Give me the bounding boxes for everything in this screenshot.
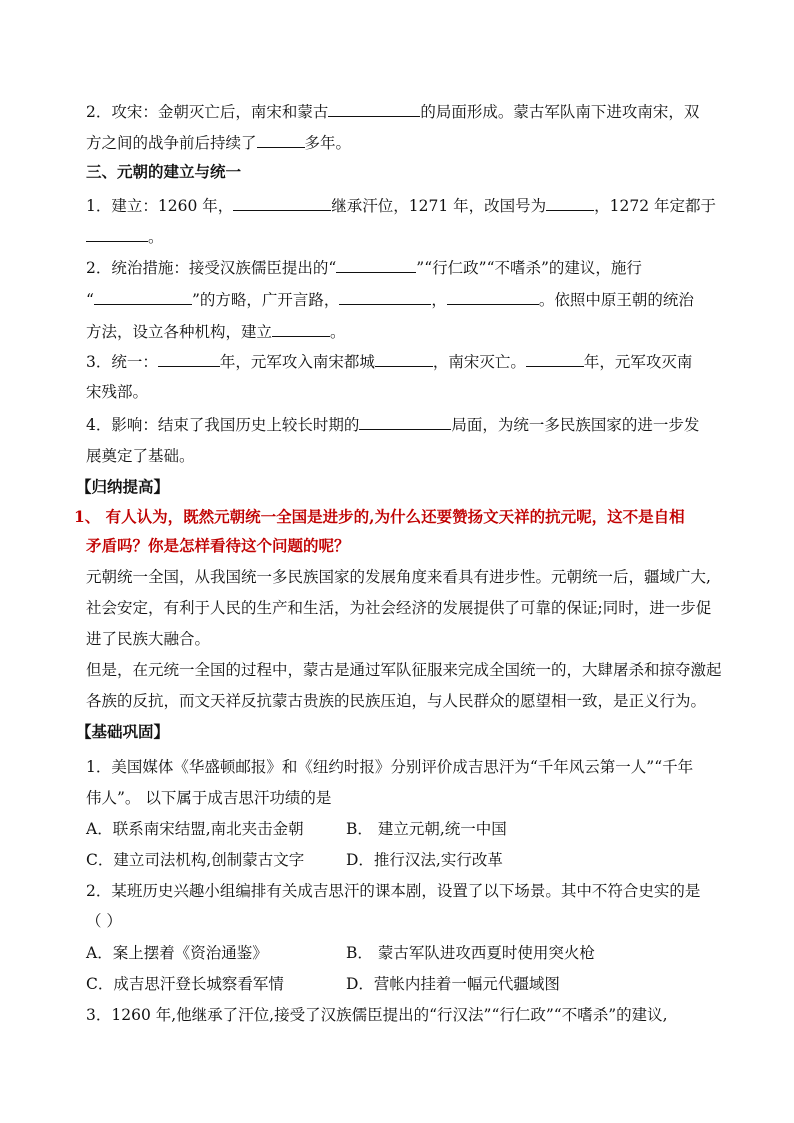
q2-options-row2: [86, 973, 726, 995]
text: 年，元军攻灭南: [583, 353, 693, 371]
text: ”的方略，广开言路，: [191, 291, 340, 309]
text: 多年。: [304, 134, 352, 152]
fill-blank[interactable]: [359, 413, 451, 430]
text: 年，元军攻入南宋都城: [219, 353, 375, 371]
item3-line1: [86, 350, 726, 373]
option-b[interactable]: B． 建立元朝,统一中国: [346, 820, 507, 838]
text: 2．统治措施：接受汉族儒臣提出的“: [86, 259, 337, 277]
fill-blank[interactable]: [94, 288, 192, 305]
q2-line1: 2．某班历史兴趣小组编排有关成吉思汗的课本剧，设置了以下场景。其中不符合史实的是: [86, 882, 701, 900]
answer-line3: 进了民族大融合。: [86, 630, 211, 648]
answer-line1: 元朝统一全国，从我国统一多民族国家的发展角度来看具有进步性。元朝统一后，疆域广大,: [86, 568, 711, 586]
answer-line5: 各族的反抗，而文天祥反抗蒙古贵族的民族压迫，与人民群众的愿望相一致，是正义行为。: [86, 692, 707, 710]
section2-line1: [86, 100, 726, 123]
item1-line2: [86, 225, 726, 248]
text: 的局面形成。蒙古军队南下进攻南宋，双: [420, 103, 700, 121]
question-line2: 矛盾吗？你是怎样看待这个问题的呢？: [86, 536, 350, 555]
fill-blank[interactable]: [328, 100, 420, 117]
item2-line2: [86, 288, 726, 311]
text: “: [86, 291, 94, 309]
option-c[interactable]: C．成吉思汗登长城察看军情: [86, 975, 284, 993]
text: 4．影响：结束了我国历史上较长时期的: [86, 416, 360, 434]
text: 2．攻宋：金朝灭亡后，南宋和蒙古: [86, 103, 329, 121]
item4-line1: [86, 413, 726, 436]
option-d[interactable]: D．营帐内挂着一幅元代疆域图: [346, 975, 560, 993]
fill-blank[interactable]: [375, 350, 433, 367]
text: 方法，设立各种机构，建立: [86, 323, 273, 341]
q1-options-row1: [86, 818, 726, 840]
text: 1．建立：1260 年，: [86, 197, 234, 215]
section2-line2: [86, 131, 726, 154]
answer-line2: 社会安定，有利于人民的生产和生活，为社会经济的发展提供了可靠的保证;同时，进一步促: [86, 599, 712, 617]
option-d[interactable]: D．推行汉法,实行改革: [346, 851, 503, 869]
answer-line4: 但是，在元统一全国的过程中，蒙古是通过军队征服来完成全国统一的，大肆屠杀和掠夺激起: [86, 661, 722, 679]
text: 。: [148, 228, 164, 246]
fill-blank[interactable]: [546, 194, 594, 211]
q2-answer-paren[interactable]: （ ）: [86, 912, 122, 930]
text: 。: [330, 323, 346, 341]
section3-heading: 三、元朝的建立与统一: [86, 162, 242, 181]
question-line1: 1、 有人认为，既然元朝统一全国是进步的,为什么还要赞扬文天祥的抗元呢，这不是自相: [74, 507, 685, 526]
text: ，南宋灭亡。: [432, 353, 526, 371]
basics-heading: 【基础巩固】: [76, 722, 170, 741]
fill-blank[interactable]: [86, 225, 148, 242]
fill-blank[interactable]: [233, 194, 331, 211]
q1-line2: 伟人”。 以下属于成吉思汗功绩的是: [86, 789, 332, 807]
text: 3．统一：: [86, 353, 158, 371]
fill-blank[interactable]: [257, 131, 305, 148]
text: 局面，为统一多民族国家的进一步发: [451, 416, 700, 434]
q2-options-row1: [86, 942, 726, 964]
option-a[interactable]: A．案上摆着《资治通鉴》: [86, 944, 268, 962]
fill-blank[interactable]: [336, 256, 416, 273]
fill-blank[interactable]: [526, 350, 584, 367]
text: ，: [431, 291, 447, 309]
summary-heading: 【归纳提高】: [76, 477, 170, 496]
item4-line2: 展奠定了基础。: [86, 447, 195, 465]
q1-options-row2: [86, 849, 726, 871]
fill-blank[interactable]: [158, 350, 220, 367]
item2-line1: [86, 256, 726, 279]
item1-line1: [86, 194, 726, 217]
fill-blank[interactable]: [447, 288, 539, 305]
text: 方之间的战争前后持续了: [86, 134, 257, 152]
text: ，1272 年定都于: [594, 197, 716, 215]
q1-line1: 1．美国媒体《华盛顿邮报》和《纽约时报》分别评价成吉思汗为“千年风云第一人”“千年: [86, 758, 694, 776]
option-a[interactable]: A．联系南宋结盟,南北夹击金朝: [86, 820, 304, 838]
text: ”“行仁政”“不嗜杀”的建议，施行: [416, 259, 642, 277]
item2-line3: [86, 320, 726, 343]
item3-line2: 宋残部。: [86, 383, 149, 401]
fill-blank[interactable]: [272, 320, 330, 337]
option-b[interactable]: B． 蒙古军队进攻西夏时使用突火枪: [346, 944, 595, 962]
text: 继承汗位，1271 年，改国号为: [331, 197, 547, 215]
text: 。依照中原王朝的统治: [538, 291, 694, 309]
option-c[interactable]: C．建立司法机构,创制蒙古文字: [86, 851, 305, 869]
fill-blank[interactable]: [339, 288, 431, 305]
q3-line1: 3．1260 年,他继承了汗位,接受了汉族儒臣提出的“行汉法”“行仁政”“不嗜杀”的建议,: [86, 1006, 668, 1024]
